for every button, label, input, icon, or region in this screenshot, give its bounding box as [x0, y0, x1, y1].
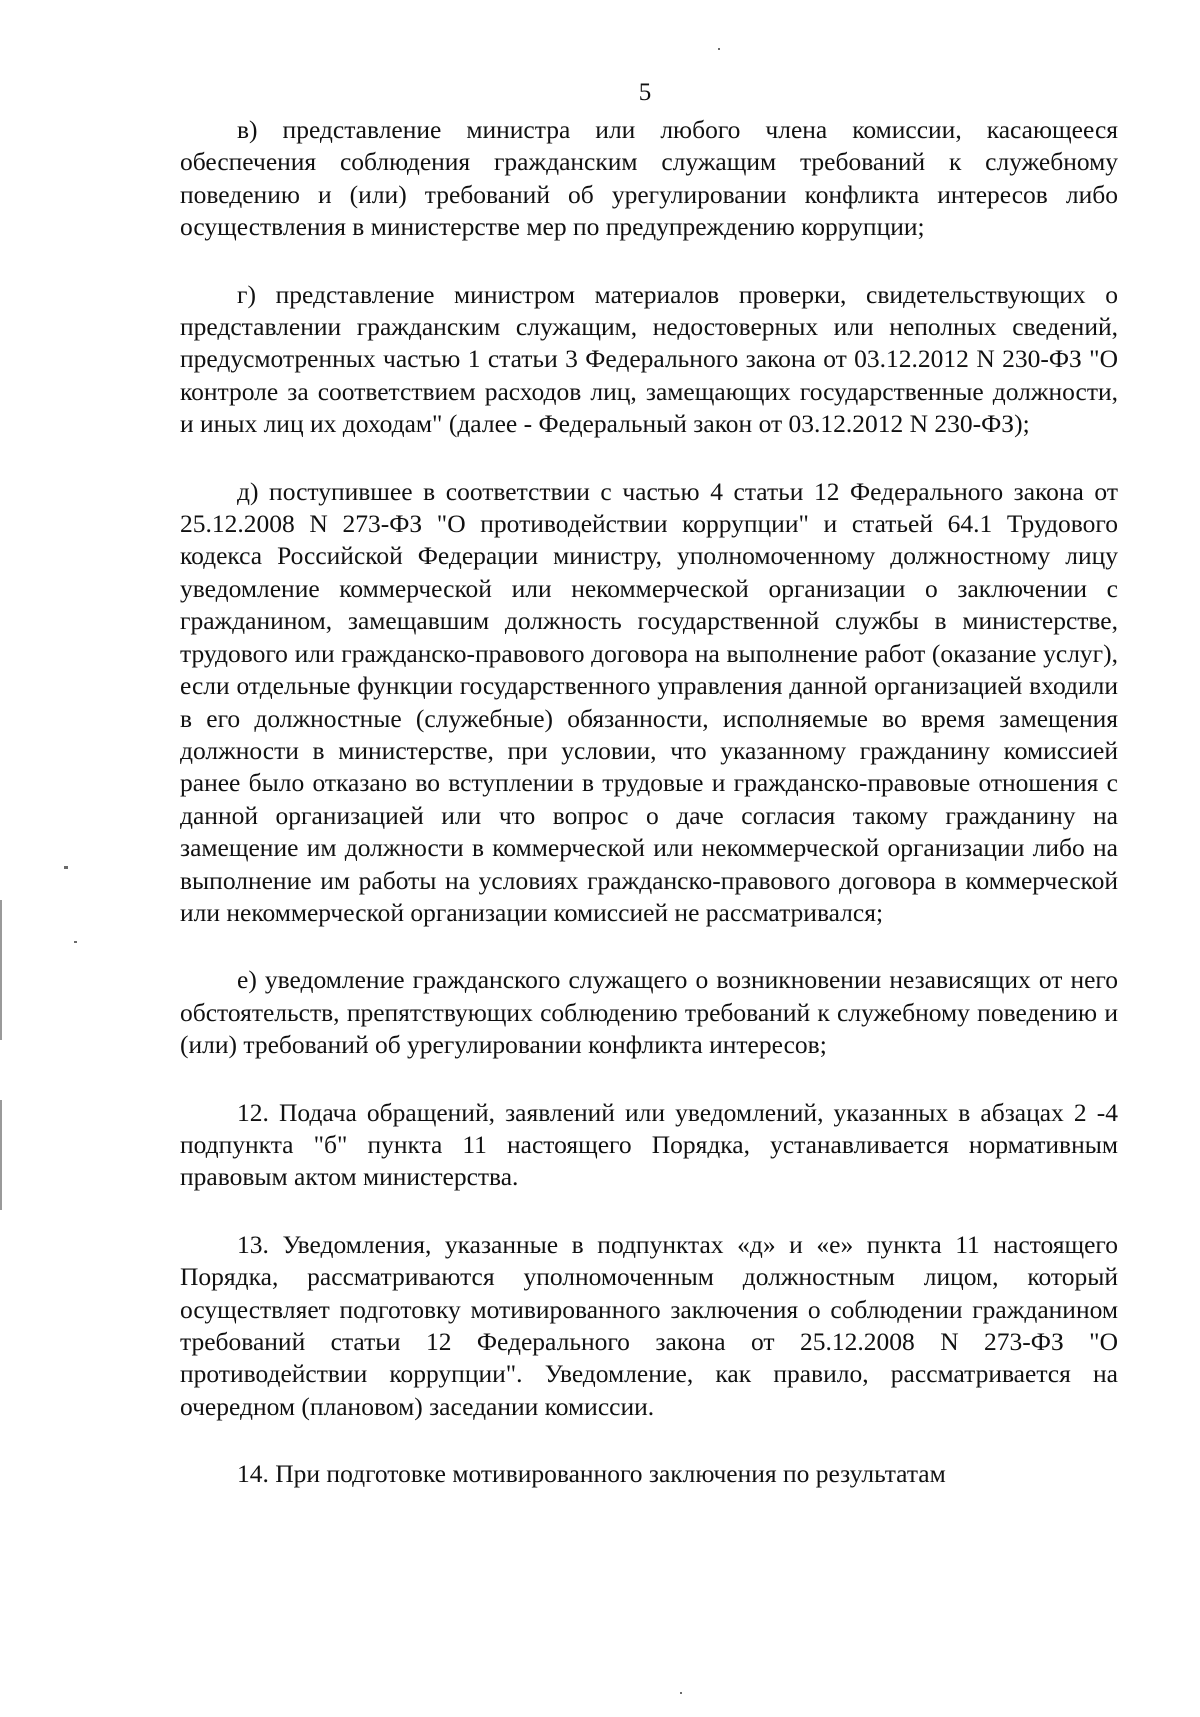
- paragraph-12: 12. Подача обращений, заявлений или уведомлений, указанных в абзацах 2 -4 подпункта "б" пункта 11 настоящего Порядка, устанавливается нормативным правовым актом министерства.: [180, 1097, 1118, 1192]
- paragraph-v: в) представление министра или любого члена комиссии, касающееся обеспечения соблюдения гражданским служащим требований к служебному поведению и (или) требований об урегулировании конфликта интересов либо осуществления в министерстве мер по предупреждению коррупции;: [180, 115, 1118, 242]
- scan-speck: [718, 48, 720, 50]
- scan-edge-line: [0, 900, 2, 1040]
- paragraph-g: г) представление министром материалов проверки, свидетельствующих о представлении гражданским служащим, недостоверных или неполных сведений, предусмотренных частью 1 статьи 3 Федерального закона от 03.12.2012 N 230-ФЗ "О контроле за соответствием расходов лиц, замещающих государственные должности, и иных лиц их доходам" (далее - Федеральный закон от 03.12.2012 N 230-ФЗ);: [180, 279, 1118, 439]
- scan-speck: [74, 941, 77, 943]
- paragraph-13: 13. Уведомления, указанные в подпунктах «д» и «е» пункта 11 настоящего Порядка, рассматриваются уполномоченным должностным лицом, который осуществляет подготовку мотивированного заключения о соблюдении гражданином требований статьи 12 Федерального закона от 25.12.2008 N 273-ФЗ "О противодействии коррупции". Уведомление, как правило, рассматривается на очередном (плановом) заседании комиссии.: [180, 1229, 1118, 1421]
- paragraph-e: е) уведомление гражданского служащего о возникновении независящих от него обстоятельств, препятствующих соблюдению требований к служебному поведению и (или) требований об урегулировании конфликта интересов;: [180, 965, 1118, 1060]
- scan-speck: [680, 1692, 682, 1694]
- scan-edge-line: [0, 1100, 2, 1210]
- paragraph-d: д) поступившее в соответствии с частью 4 статьи 12 Федерального закона от 25.12.2008 N 273-ФЗ "О противодействии коррупции" и статьей 64.1 Трудового кодекса Российской Федерации министру, уполномоченному должностному лицу уведомление коммерческой или некоммерческой организации о заключении с гражданином, замещавшим должность государственной службы в министерстве, трудового или гражданско-правового договора на выполнение работ (оказание услуг), если отдельные функции государственного управления данной организацией входили в его должностные (служебные) обязанности, исполняемые во время замещения должности в министерстве, при условии, что указанному гражданину комиссией ранее было отказано во вступлении в трудовые и гражданско-правовые отношения с данной организацией или что вопрос о даче согласия такому гражданину на замещение им должности в коммерческой или некоммерческой организации либо на выполнение им работы на условиях гражданско-правового договора в коммерческой или некоммерческой организации комиссией не рассматривался;: [180, 476, 1118, 927]
- paragraph-14: 14. При подготовке мотивированного заключения по результатам: [237, 1459, 946, 1489]
- page-number: 5: [638, 79, 652, 106]
- document-body: [180, 114, 1118, 1491]
- scan-speck: [64, 866, 68, 869]
